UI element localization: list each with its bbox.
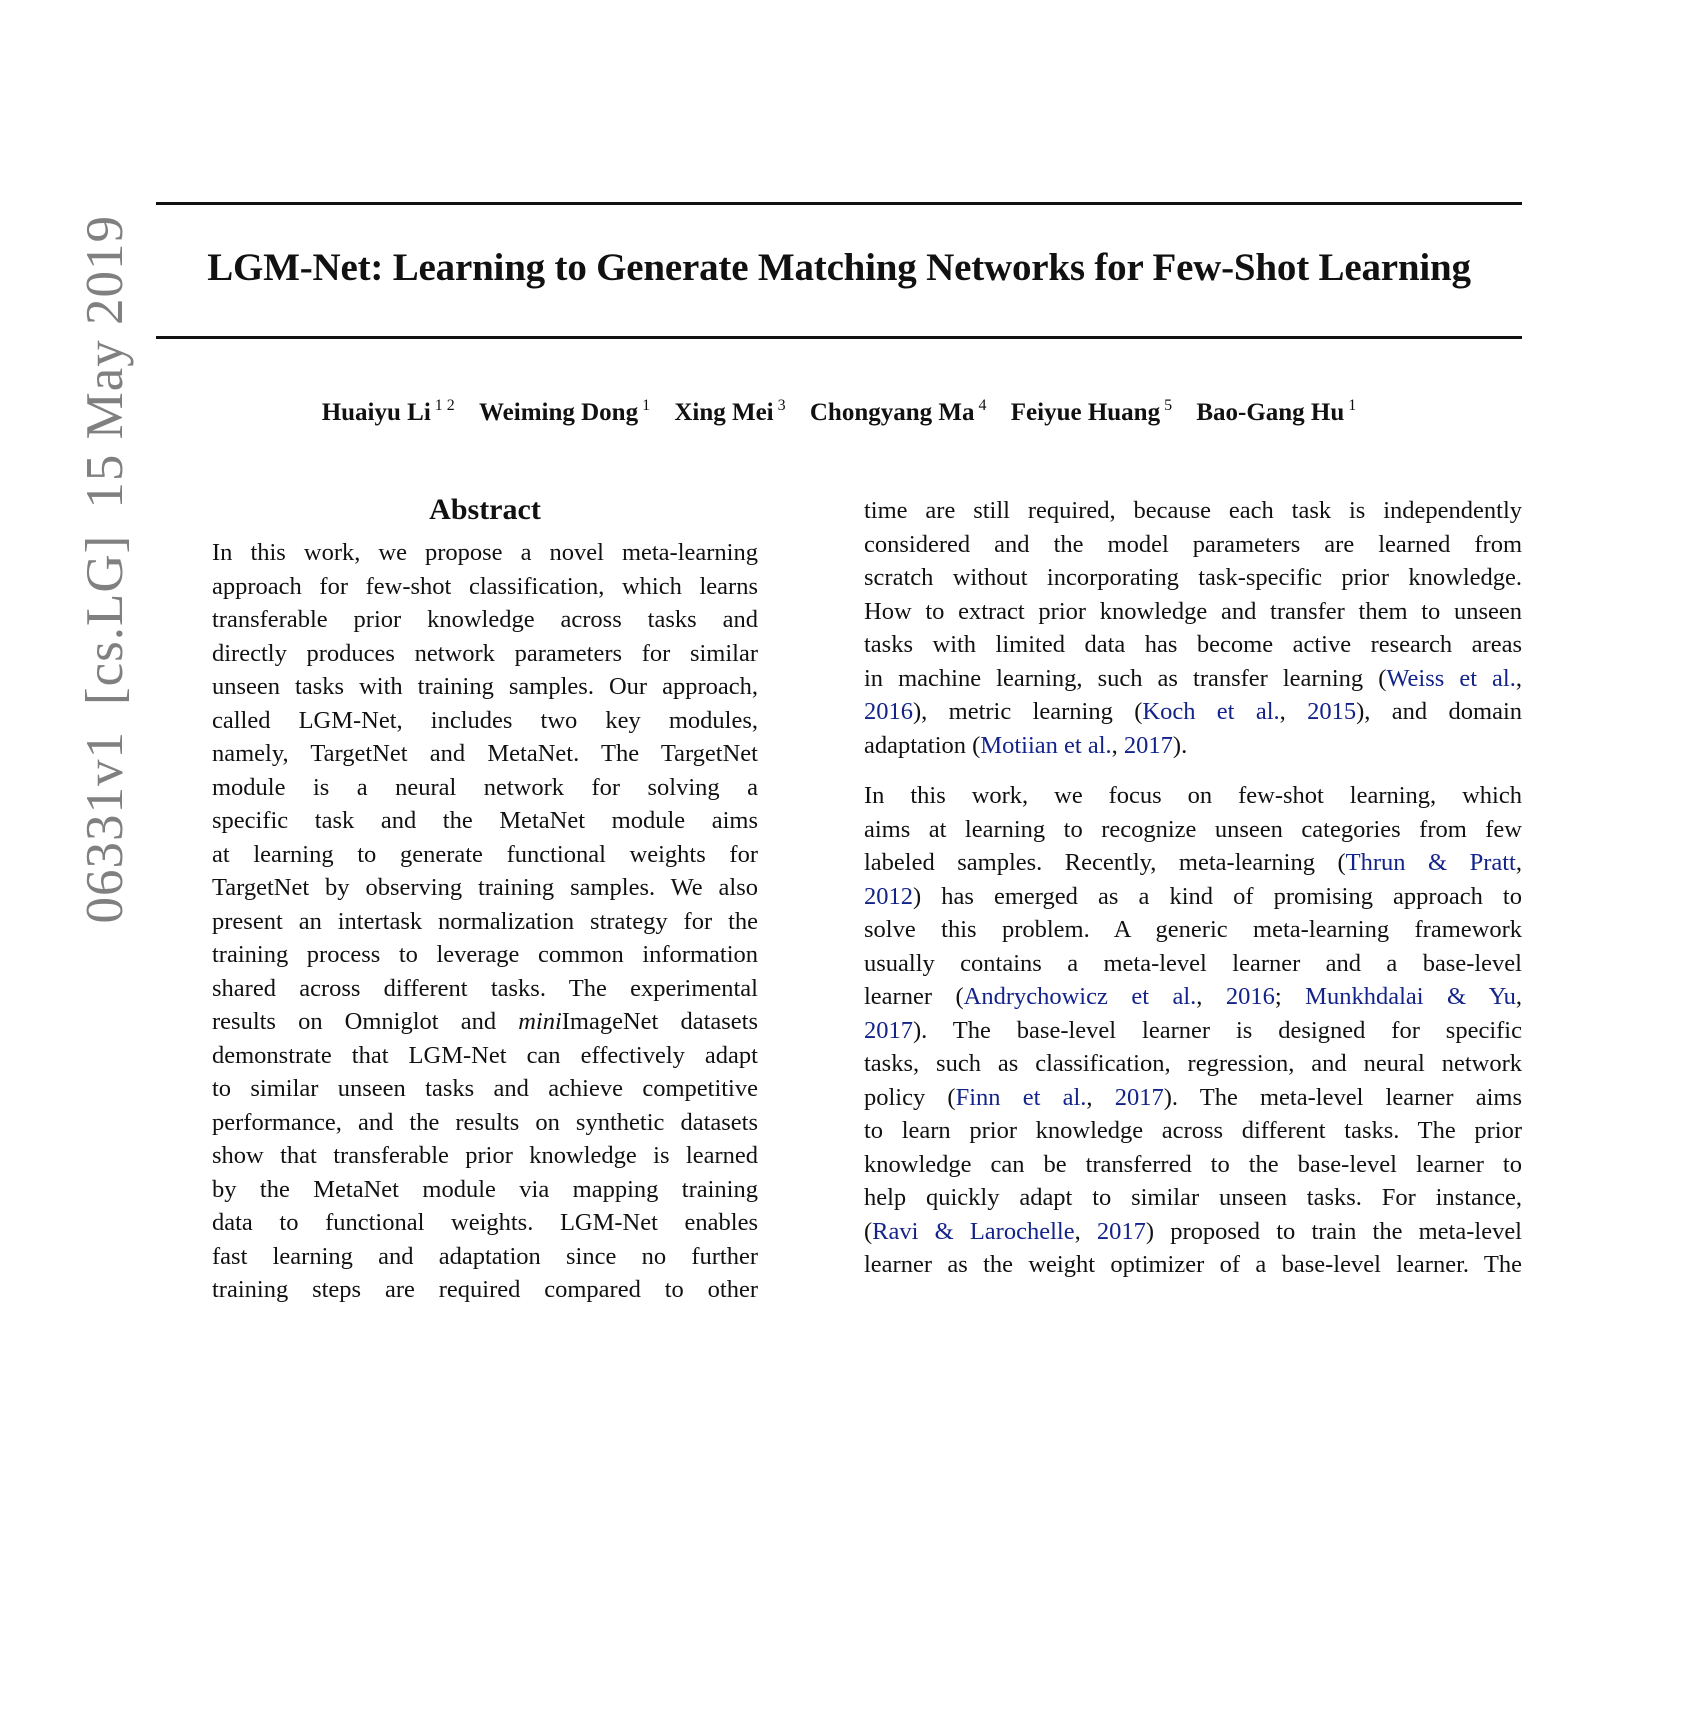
body-line: to learn prior knowledge across different tasks. The prior [864,1117,1522,1144]
author: Feiyue Huang $^5$ [1010,397,1173,426]
abstract-body [212,536,758,1307]
abstract-line: to similar unseen tasks and achieve competitive [212,1075,758,1102]
citation-link[interactable]: Finn et al. [955,1083,1087,1111]
citation-link[interactable]: 2016 [1225,983,1275,1010]
body-line: labeled samples. Recently, meta-learning (Thrun & Pratt, [864,849,1522,876]
citation-link[interactable]: 2012 [864,882,913,910]
citation-link[interactable]: Thrun & Pratt [1345,849,1516,876]
abstract-column [212,492,758,1307]
citation-link[interactable]: 2017 [1114,1083,1164,1111]
paragraph-gap [864,762,1522,779]
body-line: tasks, such as classification, regression, and neural network [864,1050,1522,1077]
citation-link[interactable]: Andrychowicz et al. [963,983,1197,1010]
citation-link[interactable]: 2017 [1123,731,1173,759]
author: Weiming Dong $^1$ [479,397,651,426]
abstract-line: specific task and the MetaNet module aims [212,807,758,834]
abstract-line: shared across different tasks. The experimental [212,974,758,1002]
abstract-line: demonstrate that LGM-Net can effectively adapt [212,1041,758,1069]
citation-link[interactable]: Ravi & Larochelle [872,1217,1075,1245]
arxiv-date: 15 May 2019 [76,215,134,509]
paper-title: LGM-Net: Learning to Generate Matching Networks for Few-Shot Learning [207,246,1471,289]
citation-link[interactable]: 2016 [864,698,913,725]
citation-link[interactable]: Weiss et al. [1386,664,1516,692]
abstract-line: unseen tasks with training samples. Our approach, [212,673,758,700]
body-line: aims at learning to recognize unseen categories from few [864,815,1522,843]
body-line: 2017). The base-level learner is designed for specific [864,1016,1522,1044]
author-list [156,397,1522,427]
body-line: learner as the weight optimizer of a base-level learner. The [864,1251,1522,1278]
body-line: learner (Andrychowicz et al., 2016; Munkhdalai & Yu, [864,983,1522,1010]
author: Bao-Gang Hu $^1$ [1196,397,1357,426]
body-line: 2016), metric learning (Koch et al., 2015), and domain [864,698,1523,725]
abstract-line: present an intertask normalization strategy for the [212,907,758,935]
author: Chongyang Ma $^4$ [809,397,987,426]
arxiv-stamp [75,215,145,1715]
arxiv-category: [cs.LG] [76,534,134,706]
body-line: adaptation (Motiian et al., 2017). [864,731,1188,759]
body-line: tasks with limited data has become active research areas [864,631,1522,658]
body-line: usually contains a meta-level learner and a base-level [864,949,1522,977]
abstract-line: approach for few-shot classification, which learns [212,572,758,600]
abstract-line: by the MetaNet module via mapping training [212,1175,758,1203]
author: Huaiyu Li $^{1 2}$ [321,397,455,426]
citation-link[interactable]: 2017 [864,1016,913,1044]
body-line: 2012) has emerged as a kind of promising approach to [864,882,1522,910]
citation-link[interactable]: Koch et al. [1142,698,1280,725]
abstract-line: at learning to generate functional weights for [212,840,758,868]
title-rule-top [156,202,1522,205]
citation-link[interactable]: 2017 [1096,1217,1146,1245]
body-line: scratch without incorporating task-specific prior knowledge. [864,564,1522,591]
introduction-column [864,494,1522,1282]
citation-link[interactable]: Motiian et al. [980,731,1112,759]
abstract-line: training steps are required compared to other [212,1276,758,1303]
body-line: in machine learning, such as transfer learning (Weiss et al., [864,664,1522,692]
body-line: In this work, we focus on few-shot learning, which [864,782,1522,809]
body-line: considered and the model parameters are learned from [864,530,1522,558]
arxiv-id: 06331v1 [76,731,134,924]
abstract-line: show that transferable prior knowledge is learned [212,1142,758,1169]
body-line: help quickly adapt to similar unseen tasks. For instance, [864,1184,1522,1211]
body-line: (Ravi & Larochelle, 2017) proposed to train the meta-level [864,1217,1522,1245]
author: Xing Mei $^3$ [674,397,786,426]
body-line: How to extract prior knowledge and transfer them to unseen [864,597,1522,625]
body-line: knowledge can be transferred to the base-level learner to [864,1150,1522,1178]
abstract-line: transferable prior knowledge across tasks and [212,606,758,633]
abstract-line: results on Omniglot and miniImageNet datasets [212,1008,758,1035]
body-line: time are still required, because each task is independently [864,497,1522,524]
intro-paragraph-1 [864,494,1522,762]
abstract-line: directly produces network parameters for similar [212,639,758,667]
citation-link[interactable]: 2015 [1307,698,1357,725]
abstract-line: training process to leverage common information [212,941,758,968]
abstract-line: fast learning and adaptation since no further [212,1242,758,1270]
abstract-line: called LGM-Net, includes two key modules, [212,706,758,734]
abstract-line: In this work, we propose a novel meta-learning [212,539,758,566]
abstract-line: performance, and the results on synthetic datasets [212,1108,758,1136]
intro-paragraph-2 [864,779,1522,1282]
abstract-heading: Abstract [429,493,541,526]
abstract-line: TargetNet by observing training samples. We also [212,874,758,901]
abstract-line: module is a neural network for solving a [212,773,758,801]
abstract-line: namely, TargetNet and MetaNet. The TargetNet [212,740,758,767]
body-line: policy (Finn et al., 2017). The meta-level learner aims [864,1083,1523,1111]
title-rule-bottom [156,336,1522,339]
citation-link[interactable]: Munkhdalai & Yu [1305,983,1516,1010]
body-line: solve this problem. A generic meta-learning framework [864,916,1522,943]
abstract-line: data to functional weights. LGM-Net enables [212,1209,758,1236]
